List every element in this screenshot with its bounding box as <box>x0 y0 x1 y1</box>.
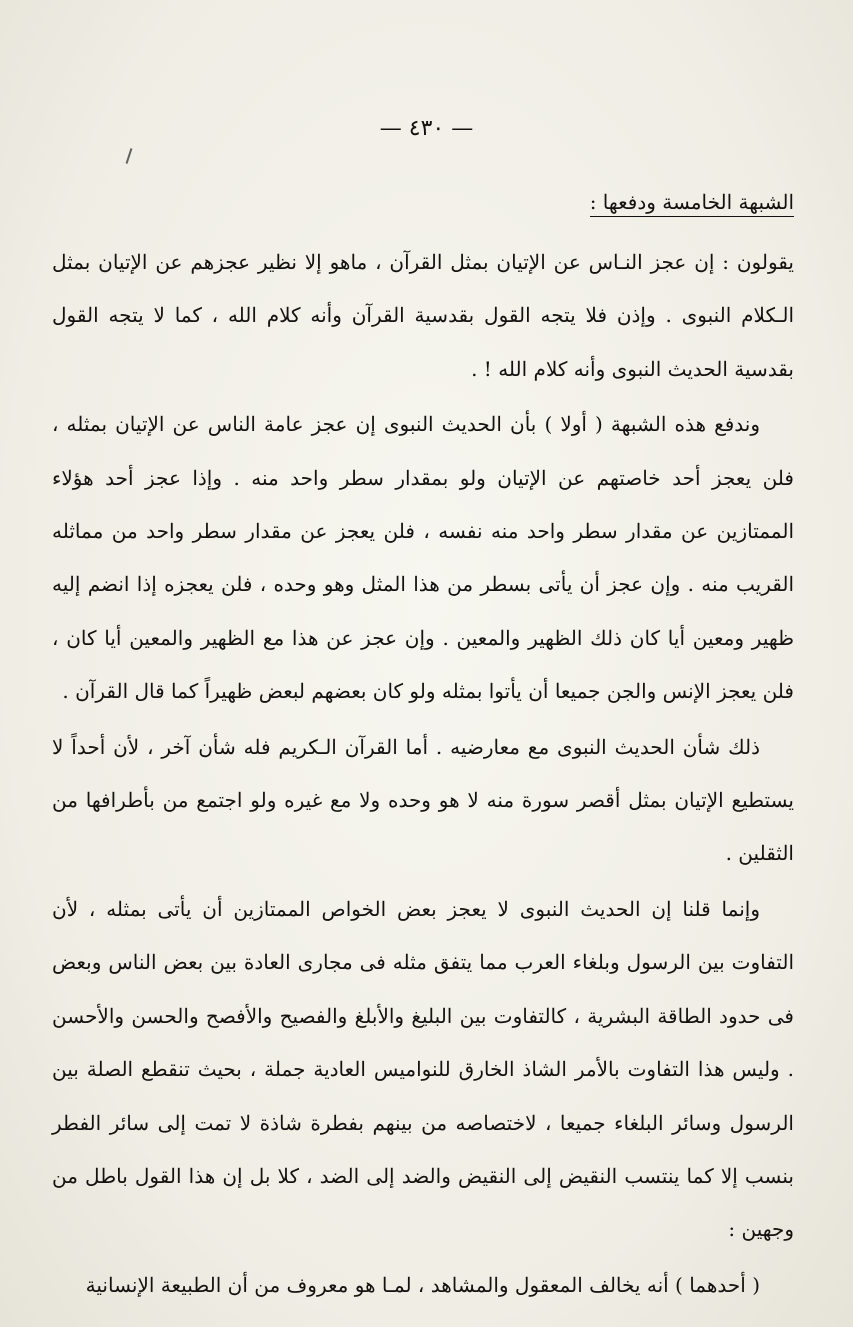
section-heading <box>52 178 794 236</box>
page-number: — ٤٣٠ — <box>379 116 474 141</box>
stray-pen-mark <box>126 148 133 164</box>
paragraph-claim: يقولون : إن عجز النـاس عن الإتيان بمثل القرآن ، ماهو إلا نظير عجزهم عن الإتيان بمثل الـكلام النبوى . وإذن فلا يتجه القول بقدسية القرآن وأنه كلام الله ، كما لا يتجه القول بقدسية الحديث النبوى وأنه كلام الله ! . <box>52 250 794 381</box>
paragraph-first-rebuttal: وندفع هذه الشبهة ( أولا ) بأن الحديث النبوى إن عجز عامة الناس عن الإتيان بمثله ، فلن يعجز أحد خاصتهم عن الإتيان ولو بمقدار سطر واحد منه . وإذا عجز أحد هؤلاء الممتازين عن مقدار سطر واحد منه نفسه ، فلن يعجز عن مقدار سطر واحد من مماثله القريب منه . وإن عجز أن يأتى بسطر من هذا المثل وهو وحده ، فلن يعجزه إذا انضم إليه ظهير ومعين أيا كان ذلك الظهير والمعين . وإن عجز عن هذا مع الظهير والمعين أيا كان ، فلن يعجز الإنس والجن جميعا أن يأتوا بمثله ولو كان بعضهم لبعض ظهيراً كما قال القرآن . <box>52 412 795 704</box>
page-body <box>52 178 794 1312</box>
section-heading-text: الشبهة الخامسة ودفعها : <box>590 190 794 217</box>
paragraph-first-aspect: ( أحدهما ) أنه يخالف المعقول والمشاهد ، لمـا هو معروف من أن الطبيعة الإنسانية <box>85 1272 760 1297</box>
paragraph-reasoning: وإنما قلنا إن الحديث النبوى لا يعجز بعض الخواص الممتازين أن يأتى بمثله ، لأن التفاوت بين الرسول وبلغاء العرب مما يتفق مثله فى مجارى العادة بين بعض الناس وبعض فى حدود الطاقة البشرية ، كالتفاوت بين البليغ والأبلغ والفصيح والأفصح والحسن والأحسن . وليس هذا التفاوت بالأمر الشاذ الخارق للنواميس العادية جملة ، بحيث تنقطع الصلة بين الرسول وسائر البلغاء جميعا ، لاختصاصه من بينهم بفطرة شاذة لا تمت إلى سائر الفطر بنسب إلا كما ينتسب النقيض إلى النقيض والضد إلى الضد ، كلا بل إن هذا القول باطل من وجهين : <box>52 896 794 1242</box>
paragraph-quran-distinction: ذلك شأن الحديث النبوى مع معارضيه . أما القرآن الـكريم فله شأن آخر ، لأن أحداً لا يستطيع الإتيان بمثل أقصر سورة منه لا هو وحده ولا مع غيره ولو اجتمع من بأطرافها من الثقلين . <box>52 734 794 866</box>
